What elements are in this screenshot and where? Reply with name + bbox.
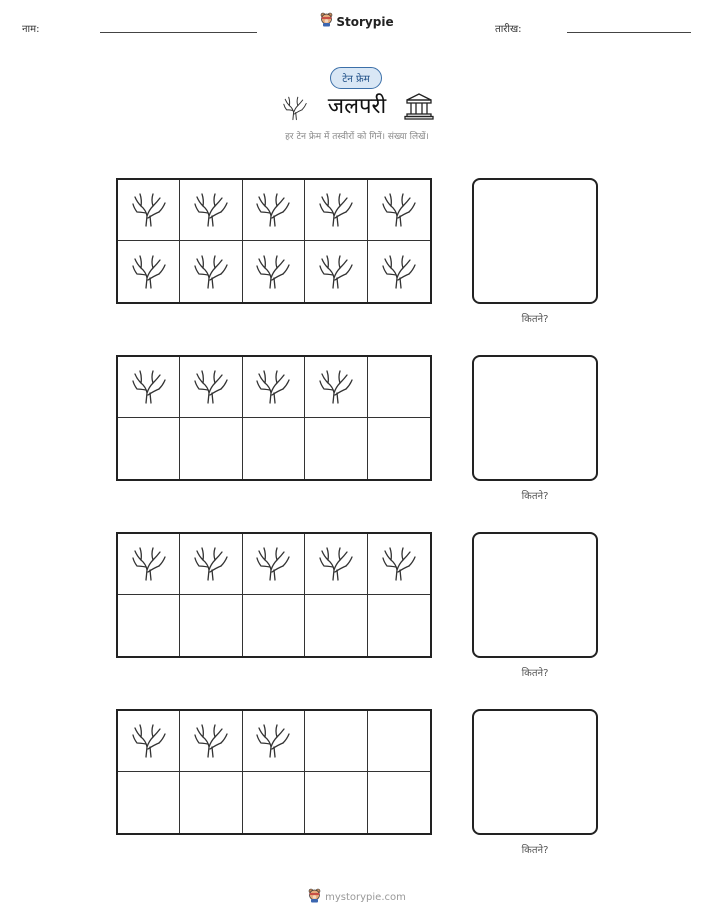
coral-icon bbox=[253, 542, 293, 586]
ten-frame-cell bbox=[118, 534, 180, 595]
coral-icon bbox=[129, 719, 169, 763]
ten-frame-cell bbox=[118, 595, 180, 656]
coral-icon bbox=[379, 188, 419, 232]
coral-icon bbox=[253, 250, 293, 294]
coral-icon bbox=[191, 719, 231, 763]
ten-frame-cell bbox=[243, 241, 305, 302]
ten-frame-cell bbox=[368, 180, 430, 241]
temple-icon bbox=[404, 92, 434, 124]
ten-frame-cell bbox=[243, 711, 305, 772]
footer-url[interactable]: mystorypie.com bbox=[325, 892, 406, 903]
ten-frame-cell bbox=[243, 534, 305, 595]
ten-frame-cell bbox=[368, 534, 430, 595]
answer-label-4: कितने? bbox=[521, 845, 549, 856]
answer-box-3[interactable] bbox=[472, 532, 598, 658]
coral-icon bbox=[379, 250, 419, 294]
ten-frame-4 bbox=[116, 709, 432, 835]
ten-frame-cell bbox=[180, 534, 242, 595]
ten-frame-cell bbox=[118, 241, 180, 302]
answer-box-4[interactable] bbox=[472, 709, 598, 835]
answer-label-2: कितने? bbox=[521, 491, 549, 502]
coral-icon bbox=[129, 250, 169, 294]
footer bbox=[0, 888, 714, 907]
coral-icon bbox=[316, 188, 356, 232]
coral-icon bbox=[316, 365, 356, 409]
coral-icon bbox=[316, 542, 356, 586]
coral-icon bbox=[191, 365, 231, 409]
ten-frame-cell bbox=[118, 711, 180, 772]
ten-frame-cell bbox=[180, 418, 242, 479]
ten-frame-cell bbox=[305, 241, 367, 302]
name-line[interactable] bbox=[100, 32, 257, 33]
ten-frame-2 bbox=[116, 355, 432, 481]
ten-frame-cell bbox=[368, 241, 430, 302]
ten-frame-cell bbox=[305, 772, 367, 833]
ten-frame-cell bbox=[118, 418, 180, 479]
answer-label-3: कितने? bbox=[521, 668, 549, 679]
ten-frame-cell bbox=[243, 180, 305, 241]
ten-frame-cell bbox=[118, 357, 180, 418]
ten-frame-cell bbox=[305, 534, 367, 595]
ten-frame-cell bbox=[180, 772, 242, 833]
ten-frame-cell bbox=[180, 241, 242, 302]
coral-icon bbox=[253, 365, 293, 409]
brand bbox=[0, 12, 714, 31]
brand-name: Storypie bbox=[336, 14, 394, 29]
bear-mascot-icon bbox=[308, 888, 321, 907]
coral-icon bbox=[191, 250, 231, 294]
coral-icon bbox=[316, 250, 356, 294]
ten-frame-cell bbox=[305, 711, 367, 772]
coral-icon bbox=[191, 188, 231, 232]
instruction: हर टेन फ्रेम में तस्वीरों को गिनें। संख्या लिखें। bbox=[285, 132, 429, 142]
coral-icon bbox=[129, 365, 169, 409]
ten-frame-cell bbox=[368, 595, 430, 656]
ten-frame-1 bbox=[116, 178, 432, 304]
ten-frame-cell bbox=[368, 772, 430, 833]
worksheet-title: जलपरी bbox=[327, 94, 387, 119]
ten-frame-cell bbox=[368, 418, 430, 479]
ten-frame-cell bbox=[180, 357, 242, 418]
ten-frame-cell bbox=[243, 595, 305, 656]
ten-frame-cell bbox=[243, 418, 305, 479]
answer-box-2[interactable] bbox=[472, 355, 598, 481]
date-line[interactable] bbox=[567, 32, 691, 33]
answer-box-1[interactable] bbox=[472, 178, 598, 304]
ten-frame-3 bbox=[116, 532, 432, 658]
coral-icon bbox=[253, 719, 293, 763]
ten-frame-cell bbox=[118, 772, 180, 833]
coral-icon bbox=[129, 542, 169, 586]
ten-frame-cell bbox=[180, 180, 242, 241]
ten-frame-cell bbox=[243, 772, 305, 833]
ten-frame-cell bbox=[118, 180, 180, 241]
ten-frame-cell bbox=[180, 711, 242, 772]
name-label: नाम: bbox=[22, 24, 40, 35]
ten-frame-cell bbox=[305, 418, 367, 479]
worksheet-badge: टेन फ्रेम bbox=[330, 67, 382, 89]
bear-mascot-icon bbox=[320, 12, 333, 31]
ten-frame-cell bbox=[180, 595, 242, 656]
answer-label-1: कितने? bbox=[521, 314, 549, 325]
ten-frame-cell bbox=[368, 357, 430, 418]
coral-icon bbox=[191, 542, 231, 586]
ten-frame-cell bbox=[305, 357, 367, 418]
coral-icon bbox=[379, 542, 419, 586]
ten-frame-cell bbox=[305, 595, 367, 656]
coral-icon bbox=[253, 188, 293, 232]
coral-icon bbox=[129, 188, 169, 232]
ten-frame-cell bbox=[368, 711, 430, 772]
date-label: तारीख: bbox=[495, 24, 522, 35]
ten-frame-cell bbox=[243, 357, 305, 418]
ten-frame-cell bbox=[305, 180, 367, 241]
